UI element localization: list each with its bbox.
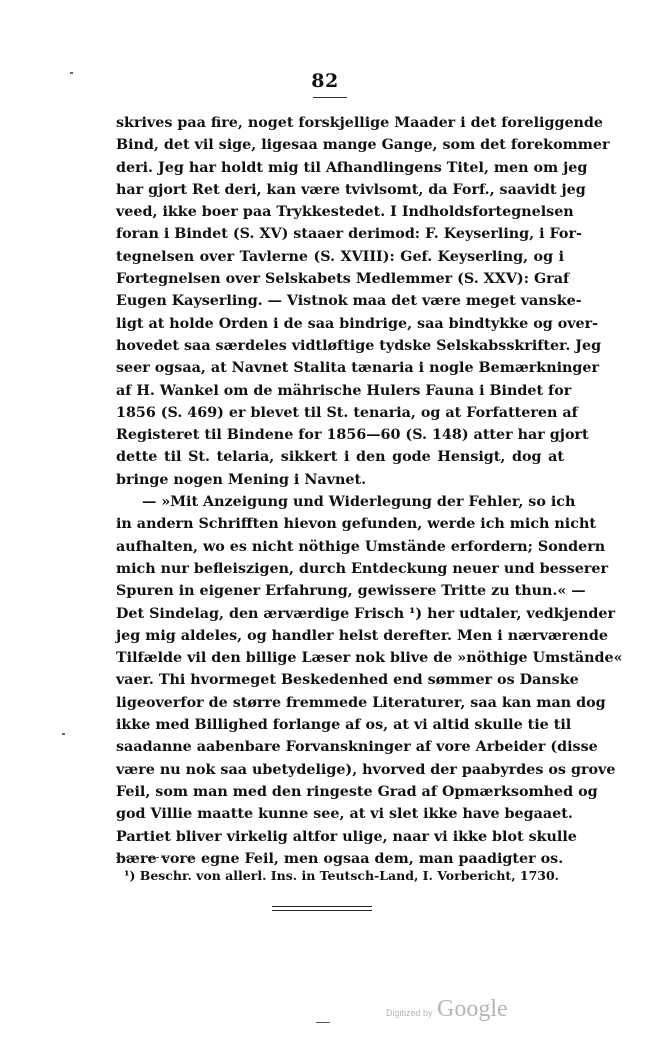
digitized-watermark [386,996,508,1023]
text-line: aufhalten, wo es nicht nöthige Umstände erfordern; Sondern [116,538,606,555]
text-line: deri. Jeg har holdt mig til Afhandlingens Titel, men om jeg [116,159,588,176]
body-text [116,112,623,870]
text-line: Partiet bliver virkelig altfor ulige, naar vi ikke blot skulle [116,828,577,845]
text-line: dette til St. telaria, sikkert i den gode Hensigt, dog at [116,449,564,466]
text-line: Registeret til Bindene for 1856—60 (S. 148) atter har gjort [116,427,589,444]
text-line: Feil, som man med den ringeste Grad af Opmærksomhed og [116,783,598,800]
text-line: hovedet saa særdeles vidtløftige tydske Selskabsskrifter. Jeg [116,337,602,354]
scan-speck [70,72,73,74]
text-line: ligt at holde Orden i de saa bindrige, saa bindtykke og over- [116,315,599,332]
text-line: in andern Schrifften hievon gefunden, werde ich mich nicht [116,516,596,533]
text-line: skrives paa fire, noget forskjellige Maader i det foreliggende [116,115,604,131]
watermark-prefix: Digitized by [386,1008,433,1018]
scan-speck [62,733,65,735]
text-line: seer ogsaa, at Navnet Stalita tænaria i nogle Bemærkninger [116,360,600,377]
text-line: mich nur befleiszigen, durch Entdeckung neuer und besserer [116,560,609,577]
text-line: Eugen Kayserling. — Vistnok maa det være meget vanske- [116,293,582,310]
text-line: veed, ikke boer paa Trykkestedet. I Indholdsfortegnelsen [116,204,574,221]
footnote [124,868,564,883]
text-line-paragraph-end: bringe nogen Mening i Navnet. [116,471,367,488]
text-line: Spuren in eigener Erfahrung, gewissere Tritte zu thun.« — [116,583,586,600]
footnote-text: Beschr. von allerl. Ins. in Teutsch-Land, I. Vorbericht, 1730. [139,868,560,883]
text-line: god Villie maatte kunne see, at vi slet ikke have begaaet. [116,806,573,823]
page-number: 82 [311,70,339,92]
footnote-separator [116,857,194,859]
text-line: være nu nok saa ubetydelige), hvorved der paabyrdes os grove [116,761,616,778]
text-line: saadanne aabenbare Forvanskninger af vore Arbeider (disse [116,739,598,756]
text-line: har gjort Ret deri, kan være tvivlsomt, da Forf., saavidt jeg [116,181,586,198]
text-line: jeg mig aldeles, og handler helst derefter. Men i nærværende [116,627,608,644]
text-line: foran i Bindet (S. XV) staaer derimod: F. Keyserling, i For- [116,226,582,243]
text-line: vaer. Thi hvormeget Beskedenhed end sømmer os Danske [116,672,579,689]
text-line: 1856 (S. 469) er blevet til St. tenaria, og at Forfatteren af [116,404,578,421]
google-logo: Google [436,996,508,1022]
text-line: ikke med Billighed forlange af os, at vi altid skulle tie til [116,717,572,734]
page-number-underline [313,97,347,98]
end-ornament-rule [272,906,372,914]
text-line-paragraph-end: bære vore egne Feil, men ogsaa dem, man paadigter os. [116,850,564,867]
text-line: tegnelsen over Tavlerne (S. XVIII): Gef. Keyserling, og i [116,248,564,265]
text-line: Det Sindelag, den ærværdige Frisch ¹) her udtaler, vedkjender [116,605,616,622]
footnote-marker: ¹) [124,868,136,883]
text-line: Fortegnelsen over Selskabets Medlemmer (S. XXV): Graf [116,271,570,288]
text-line-paragraph-start: — »Mit Anzeigung und Widerlegung der Fehler, so ich [142,494,576,511]
bottom-mark [316,1022,330,1023]
text-line: Tilfælde vil den billige Læser nok blive de »nöthige Umstände« [116,650,623,667]
text-line: Bind, det vil sige, ligesaa mange Gange, som det forekommer [116,137,610,154]
text-line: ligeoverfor de større fremmede Literaturer, saa kan man dog [116,694,606,711]
text-line: af H. Wankel om de mährische Hulers Fauna i Bindet for [116,382,572,399]
